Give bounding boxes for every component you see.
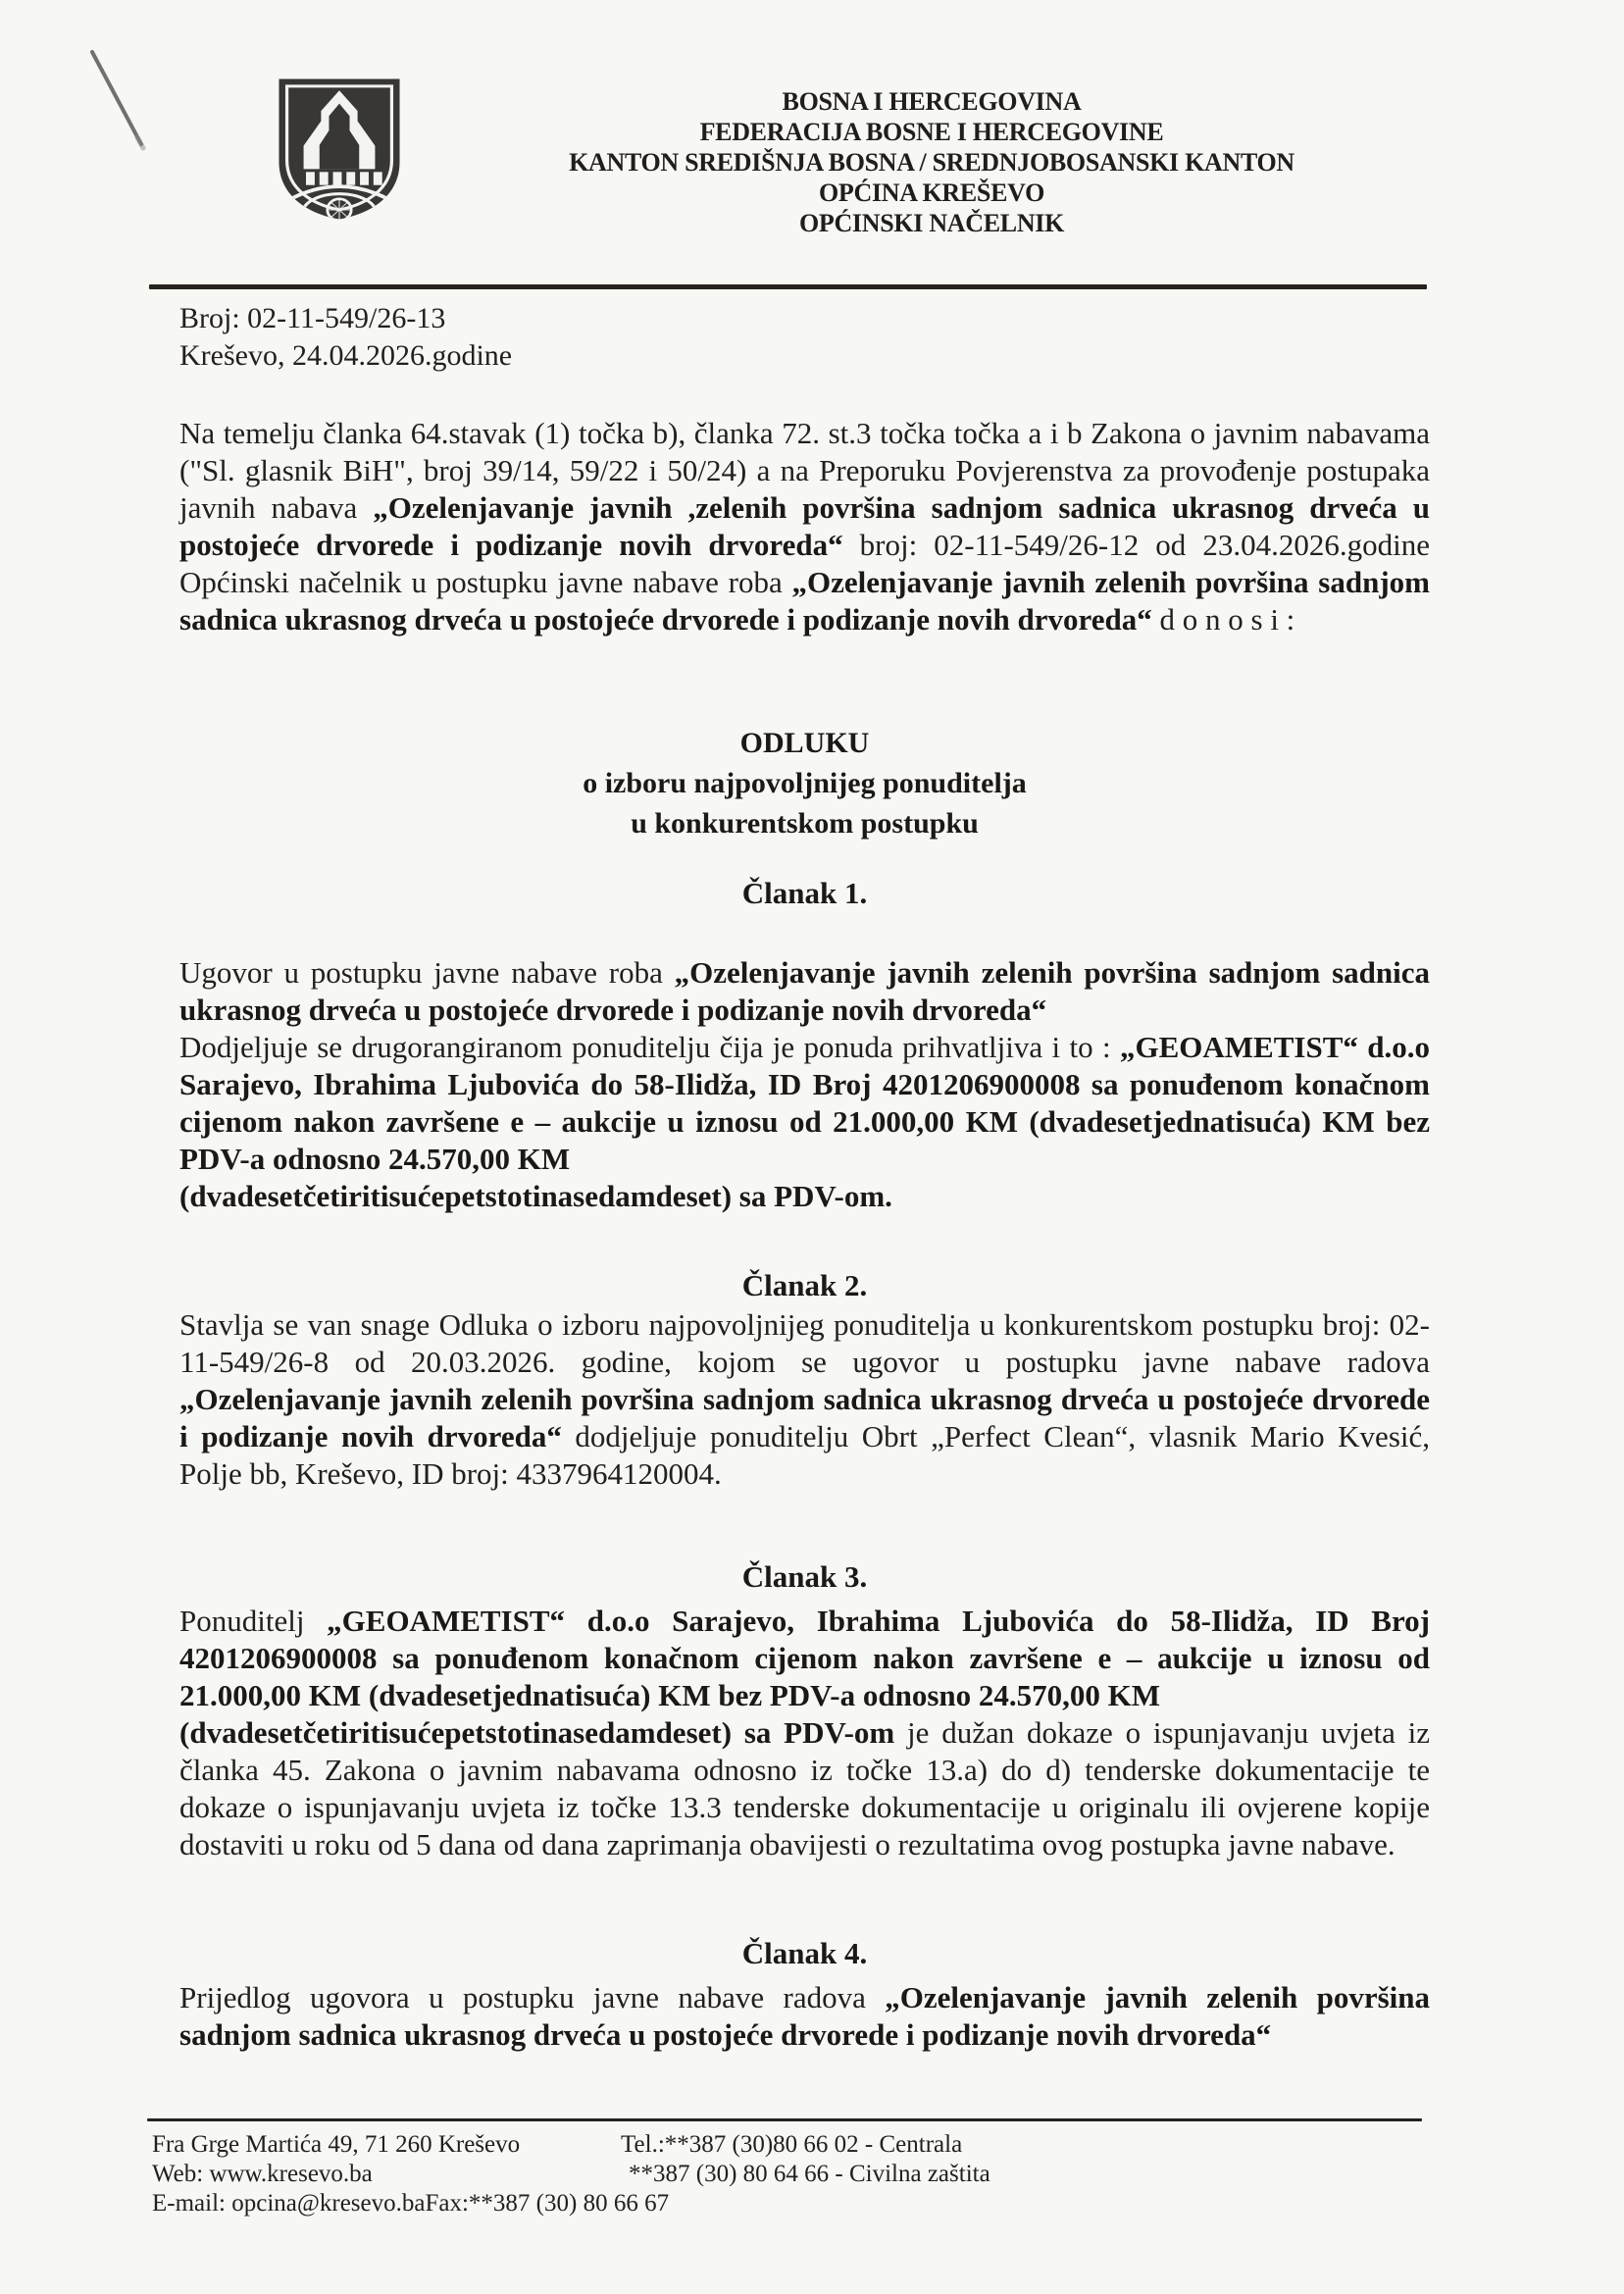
article-3-heading: Članak 3. <box>741 1559 868 1594</box>
org-header <box>412 86 1451 238</box>
article-3-body: Ponuditelj „GEOAMETIST“ d.o.o Sarajevo, Ibrahima Ljubovića do 58-Ilidža, ID Broj 4201206900008 sa ponuđenom konačnom cijenom nakon završene e – aukcije u iznosu od 21.000,00 KM (dvadesetjednatisuća) KM bez PDV-a odnosno 24.570,00 KM (dvadesetčetiritisućepetstotinasedamdeset) sa PDV-om je dužan dokaze o ispunjavanju uvjeta iz članka 45. Zakona o javnim nabavama odnosno iz točke 13.a) do d) tenderske dokumentacije te dokaze o ispunjavanju uvjeta iz točke 13.3 tenderske dokumentacije u originalu ili ovjerene kopije dostaviti u roku od 5 dana od dana zaprimanja obavijesti o rezultatima ovog postupka javne nabave. <box>179 1604 1431 1861</box>
footer <box>152 2130 1456 2218</box>
footer-phone-central: Tel.:**387 (30)80 66 02 - Centrala <box>621 2131 963 2158</box>
org-line-country: BOSNA I HERCEGOVINA <box>782 87 1082 116</box>
footer-right <box>621 2130 990 2189</box>
decision-title <box>179 723 1430 843</box>
article-2-heading: Članak 2. <box>741 1268 868 1302</box>
decision-title-sub1: o izboru najpovoljnijeg ponuditelja <box>583 767 1027 799</box>
org-line-canton: KANTON SREDIŠNJA BOSNA / SREDNJOBOSANSKI KANTON <box>569 148 1294 177</box>
footer-divider <box>147 2118 1422 2121</box>
footer-address: Fra Grge Martića 49, 71 260 Kreševo <box>152 2131 521 2158</box>
doc-meta <box>179 300 1430 375</box>
org-line-federation: FEDERACIJA BOSNE I HERCEGOVINE <box>699 118 1164 146</box>
header-divider <box>149 284 1427 289</box>
article-4-heading: Članak 4. <box>741 1936 868 1970</box>
footer-phone-civil: **387 (30) 80 64 66 - Civilna zaštita <box>629 2161 990 2187</box>
footer-email-fax: E-mail: opcina@kresevo.baFax:**387 (30) 80 66 67 <box>152 2190 670 2217</box>
footer-left <box>152 2130 1456 2218</box>
kresevo-coat-of-arms <box>273 75 406 224</box>
doc-number: Broj: 02-11-549/26-13 <box>179 302 446 334</box>
org-line-municipality: OPĆINA KREŠEVO <box>818 178 1045 207</box>
article-1-body: Ugovor u postupku javne nabave roba „Ozelenjavanje javnih zelenih površina sadnjom sadnica ukrasnog drveća u postojeće drvorede i podizanje novih drvoreda“ Dodjeljuje se drugorangiranom ponuditelju čija je ponuda prihvatljiva i to : „GEOAMETIST“ d.o.o Sarajevo, Ibrahima Ljubovića do 58-Ilidža, ID Broj 4201206900008 sa ponuđenom konačnom cijenom nakon završene e – aukcije u iznosu od 21.000,00 KM (dvadesetjednatisuća) KM bez PDV-a odnosno 24.570,00 KM (dvadesetčetiritisućepetstotinasedamdeset) sa PDV-om. <box>179 955 1430 1213</box>
intro-paragraph: Na temelju članka 64.stavak (1) točka b), članka 72. st.3 točka točka a i b Zakona o javnim nabavama ("Sl. glasnik BiH", broj 39/14, 59/22 i 50/24) a na Preporuku Povjerenstva za provođenje postupaka javnih nabava „Ozelenjavanje javnih ,zelenih površina sadnjom sadnica ukrasnog drveća u postojeće drvorede i podizanje novih drvoreda“ broj: 02-11-549/26-12 od 23.04.2026.godine Općinski načelnik u postupku javne nabave roba „Ozelenjavanje javnih zelenih površina sadnjom sadnica ukrasnog drveća u postojeće drvorede i podizanje novih drvoreda“ d o n o s i : <box>179 416 1431 637</box>
doc-place-date: Kreševo, 24.04.2026.godine <box>179 339 513 372</box>
org-line-mayor: OPĆINSKI NAČELNIK <box>798 209 1065 237</box>
scan-artifact-line <box>78 44 167 162</box>
footer-web: Web: www.kresevo.ba <box>152 2161 373 2187</box>
article-2-body: Stavlja se van snage Odluka o izboru najpovoljnijeg ponuditelja u konkurentskom postupku broj: 02-11-549/26-8 od 20.03.2026. godine, kojom se ugovor u postupku javne nabave radova „Ozelenjavanje javnih zelenih površina sadnjom sadnica ukrasnog drveća u postojeće drvorede i podizanje novih drvoreda“ dodjeljuje ponuditelju Obrt „Perfect Clean“, vlasnik Mario Kvesić, Polje bb, Kreševo, ID broj: 4337964120004. <box>179 1307 1431 1491</box>
decision-title-word: ODLUKU <box>739 727 870 759</box>
decision-title-sub2: u konkurentskom postupku <box>631 807 979 840</box>
article-4-body: Prijedlog ugovora u postupku javne nabave radova „Ozelenjavanje javnih zelenih površina sadnjom sadnica ukrasnog drveća u postojeće drvorede i podizanje novih drvoreda“ <box>179 1980 1430 2052</box>
article-1-heading: Članak 1. <box>741 876 868 910</box>
